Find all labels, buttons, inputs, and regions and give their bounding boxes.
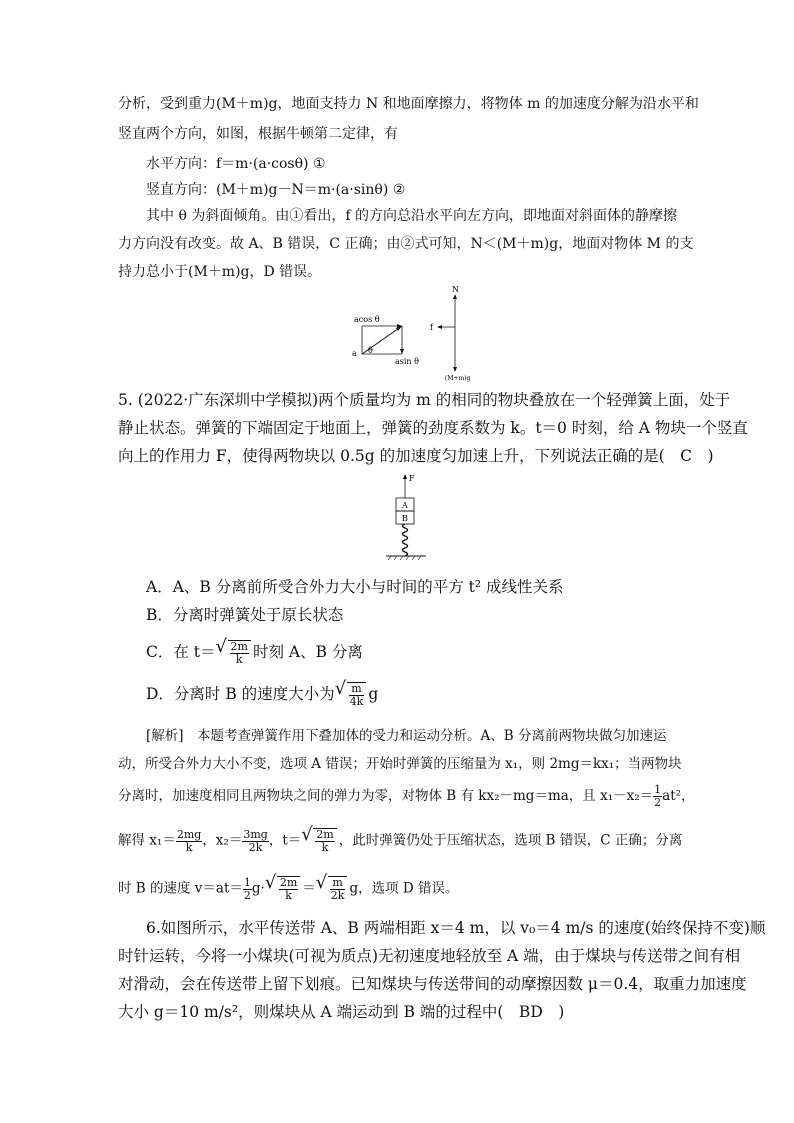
question-5-line: 静止状态。弹簧的下端固定于地面上，弹簧的劲度系数为 k。t＝0 时刻，给 A 物块一个竖直 — [118, 419, 748, 437]
label-N: N — [452, 285, 459, 294]
frac-denominator: 2k — [330, 889, 345, 902]
question-6-line: 对滑动，会在传送带上留下划痕。已知煤块与传送带间的动摩擦因数 μ＝0.4，取重力加速度 — [118, 975, 747, 993]
frac-numerator: 1 — [654, 783, 662, 796]
analysis-text: ，t＝ — [268, 832, 302, 849]
label-a: a — [352, 349, 357, 358]
sqrt-expression — [218, 640, 251, 666]
analysis-text: ，x₂＝ — [202, 832, 243, 849]
frac-numerator: 1 — [243, 875, 251, 889]
sqrt-expression — [267, 876, 300, 902]
force-F-arrowhead — [403, 474, 407, 479]
frac-numerator: √ 2m — [316, 828, 334, 841]
analysis-line: 竖直两个方向，如图，根据牛顿第二定律，有 — [118, 126, 398, 142]
label-asin: asin θ — [395, 357, 419, 366]
label-acos: acos θ — [354, 315, 380, 324]
asin-arrowhead — [400, 349, 404, 354]
option-C-prefix: C．在 t＝ — [146, 643, 216, 661]
analysis-5-line: 动，所受合外力大小不变，选项 A 错误；开始时弹簧的压缩量为 x₁，则 2mg＝kx₁；当两物块 — [118, 756, 682, 772]
analysis-5-line — [118, 784, 695, 809]
frac-numerator: √ 2m — [230, 640, 248, 653]
force-decomposition-figure — [340, 282, 490, 382]
analysis-text: 时 B 的速度 v＝at＝ — [118, 880, 243, 897]
equation-vertical: 竖直方向：(M＋m)g－N＝m·(a·sinθ) ② — [146, 182, 406, 198]
question-6-line: 6.如图所示，水平传送带 A、B 两端相距 x＝4 m，以 v₀＝4 m/s 的速度(始终保持不变)顺 — [146, 919, 766, 937]
frac-numerator: √ 2m — [279, 876, 298, 889]
analysis-text: g· — [251, 880, 265, 897]
frac-numerator: 3mg — [243, 827, 268, 841]
label-F: F — [409, 474, 415, 483]
analysis-text: ，此时弹簧仍处于压缩状态，选项 B 错误，C 正确；分离 — [338, 832, 683, 849]
normal-force-arrowhead — [453, 294, 457, 299]
equation-horizontal: 水平方向：f＝m·(a·cosθ) ① — [146, 156, 326, 172]
analysis-line: 其中 θ 为斜面倾角。由①看出，f 的方向总沿水平向左方向，即地面对斜面体的静摩擦 — [146, 208, 677, 224]
frac-numerator: √ m — [330, 877, 346, 890]
analysis-text: 解得 x₁＝ — [118, 832, 176, 849]
frac-denominator: k — [285, 889, 292, 902]
label-B: B — [402, 514, 408, 523]
frac-denominator: k — [185, 840, 193, 854]
fraction — [242, 829, 268, 854]
gravity-arrowhead — [453, 367, 457, 372]
frac-denominator: k — [321, 841, 329, 854]
option-D-suffix: g — [368, 685, 379, 703]
option-C — [146, 640, 363, 666]
option-B: B．分离时弹簧处于原长状态 — [146, 606, 344, 624]
frac-denominator: 2 — [654, 796, 662, 809]
option-A: A．A、B 分离前所受合外力大小与时间的平方 t² 成线性关系 — [146, 578, 564, 596]
friction-arrowhead — [437, 325, 442, 329]
label-A: A — [402, 501, 408, 510]
option-C-suffix: 时刻 A、B 分离 — [252, 643, 363, 661]
analysis-text: at²， — [662, 788, 695, 804]
option-D-prefix: D．分离时 B 的速度大小为 — [146, 685, 335, 703]
frac-numerator: √ m — [349, 683, 365, 696]
analysis-line: 分析，受到重力(M＋m)g，地面支持力 N 和地面摩擦力，将物体 m 的加速度分解为沿水平和 — [118, 96, 699, 112]
fraction-half — [243, 877, 252, 902]
sqrt-expression — [337, 682, 367, 708]
analysis-line: 力方向没有改变。故 A、B 错误，C 正确；由②式可知，N＜(M＋m)g，地面对物体 M 的支 — [118, 236, 694, 252]
spring-coil — [403, 524, 408, 556]
frac-denominator: 2 — [243, 888, 251, 902]
sqrt-expression — [303, 828, 336, 854]
frac-denominator: 4k — [349, 695, 364, 708]
fraction-half — [653, 784, 662, 809]
frac-numerator: 2mg — [176, 827, 202, 841]
question-5-line: 向上的作用力 F，使得两物块以 0.5g 的加速度匀加速上升，下列说法正确的是( C ) — [118, 447, 714, 465]
ground-hatching — [388, 556, 421, 560]
question-6-line: 大小 g＝10 m/s²，则煤块从 A 端运动到 B 端的过程中( BD ) — [118, 1003, 565, 1021]
option-D — [146, 682, 378, 708]
analysis-line: 持力总小于(M＋m)g，D 错误。 — [118, 264, 322, 280]
analysis-5-line — [118, 876, 459, 902]
question-6-line: 时针运转，今将一小煤块(可视为质点)无初速度地轻放至 A 端，由于煤块与传送带之间有相 — [118, 947, 741, 965]
spring-blocks-figure — [372, 470, 442, 566]
frac-denominator: k — [235, 653, 243, 666]
analysis-text: 分离时，加速度相同且两物块之间的弹力为零，对物体 B 有 kx₂－mg＝ma，且 x₁－x₂＝ — [118, 788, 654, 804]
question-5-line: 5. (2022·广东深圳中学模拟)两个质量均为 m 的相同的物块叠放在一个轻弹簧上面，处于 — [118, 391, 731, 409]
label-f: f — [430, 323, 433, 332]
analysis-text: ＝ — [302, 880, 316, 897]
fraction — [176, 829, 202, 854]
label-theta: θ — [368, 346, 373, 355]
analysis-5-line: [解析] 本题考查弹簧作用下叠加体的受力和运动分析。A、B 分离前两物块做匀加速运 — [146, 728, 667, 744]
analysis-5-line — [118, 828, 682, 854]
frac-denominator: 2k — [248, 840, 263, 854]
analysis-text: g，选项 D 错误。 — [349, 880, 459, 897]
sqrt-expression — [318, 876, 348, 902]
label-Mmg: (M+m)g — [445, 375, 471, 382]
